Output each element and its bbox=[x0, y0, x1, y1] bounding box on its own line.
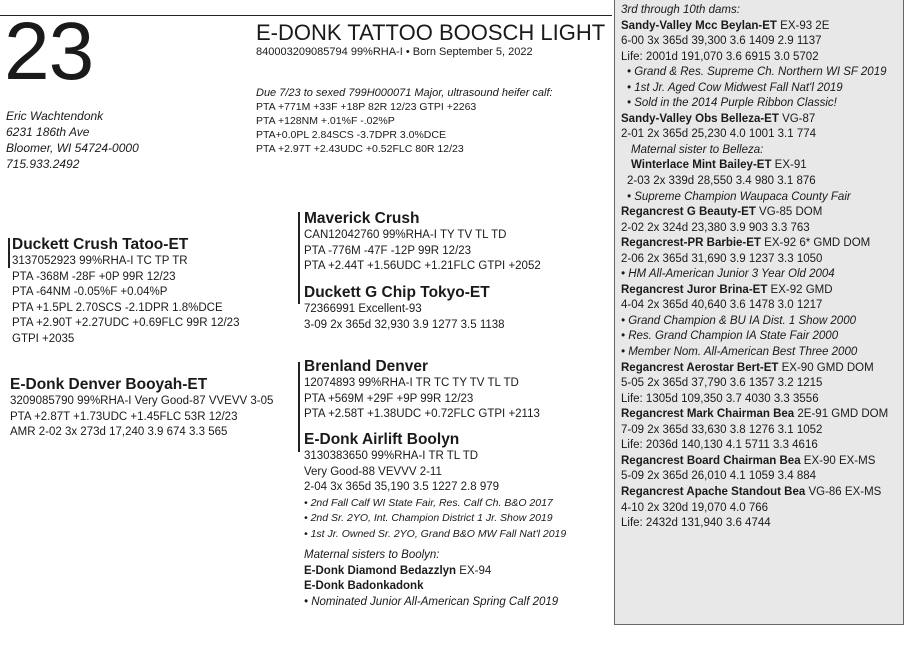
dam-record: Life: 2001d 191,070 3.6 6915 3.0 5702 bbox=[621, 50, 819, 63]
dam-entry-score: VG-85 DOM bbox=[755, 206, 823, 219]
animal-header bbox=[256, 20, 605, 59]
dam-dam-honor: • 2nd Fall Calf WI State Fair, Res. Calf Ch. B&O 2017 bbox=[304, 496, 553, 509]
dam-sire-block bbox=[304, 358, 540, 423]
sire-line: PTA -368M -28F +0P 99R 12/23 bbox=[12, 270, 176, 283]
due-line: PTA +771M +33F +18P 82R 12/23 GTPI +2263 bbox=[256, 101, 477, 113]
dam-entry-score: EX-93 2E bbox=[776, 19, 830, 32]
sister-honor: • Nominated Junior All-American Spring Calf 2019 bbox=[304, 595, 559, 608]
due-line: PTA+0.0PL 2.84SCS -3.7DPR 3.0%DCE bbox=[256, 129, 446, 141]
dam-record: 7-09 2x 365d 33,630 3.8 1276 3.1 1052 bbox=[621, 423, 823, 436]
dam-block bbox=[10, 376, 273, 441]
animal-name: E-DONK TATTOO BOOSCH LIGHT bbox=[256, 20, 606, 45]
dam-record: 2-01 2x 365d 25,230 4.0 1001 3.1 774 bbox=[621, 128, 817, 141]
dam-dam-name: E-Donk Airlift Boolyn bbox=[304, 431, 460, 448]
dam-record: 4-04 2x 365d 40,640 3.6 1478 3.0 1217 bbox=[621, 299, 823, 312]
dam-entry-score: EX-92 6* GMD DOM bbox=[760, 237, 871, 250]
sire-sire-line: PTA +2.44T +1.56UDC +1.21FLC GTPI +2052 bbox=[304, 260, 541, 272]
sire-sire-name: Maverick Crush bbox=[304, 210, 420, 227]
dam-entry-score: VG-86 EX-MS bbox=[805, 485, 882, 498]
dam-entry-name: Regancrest Mark Chairman Bea bbox=[621, 408, 795, 421]
dam-honor: • Sold in the 2014 Purple Ribbon Classic! bbox=[627, 97, 837, 110]
consignor-city: Bloomer, WI 54724-0000 bbox=[6, 141, 139, 155]
sire-line: 3137052923 99%RHA-I TC TP TR bbox=[12, 255, 188, 267]
dam-sire-line: PTA +569M +29F +9P 99R 12/23 bbox=[304, 392, 474, 405]
dam-entry-name: Regancrest G Beauty-ET bbox=[621, 206, 756, 219]
sire-line: PTA -64NM -0.05%F +0.04%P bbox=[12, 286, 168, 298]
dam-record: 2-02 2x 324d 23,380 3.9 903 3.3 763 bbox=[621, 221, 810, 234]
dam-entry-name: Regancrest Apache Standout Bea bbox=[621, 485, 806, 498]
dam-entry-score: EX-92 GMD bbox=[767, 283, 833, 296]
dam-record: Life: 2432d 131,940 3.6 4744 bbox=[621, 517, 771, 530]
dam-honor: • Member Nom. All-American Best Three 2000 bbox=[621, 346, 858, 359]
dam-record: 4-10 2x 320d 19,070 4.0 766 bbox=[621, 501, 769, 514]
dam-dam-line: Very Good-88 VEVVV 2-11 bbox=[304, 465, 442, 478]
dam-record: 2-03 2x 339d 28,550 3.4 980 3.1 876 bbox=[627, 175, 816, 188]
sister-score: EX-94 bbox=[456, 564, 492, 577]
dam-honor: • Res. Grand Champion IA State Fair 2000 bbox=[621, 330, 839, 343]
dam-entry-name: Regancrest Juror Brina-ET bbox=[621, 283, 768, 296]
consignor-info bbox=[6, 108, 139, 172]
due-line: PTA +2.97T +2.43UDC +0.52FLC 80R 12/23 bbox=[256, 143, 464, 155]
dam-honor: • 1st Jr. Aged Cow Midwest Fall Nat'l 2019 bbox=[627, 81, 843, 94]
dam-sire-name: Brenland Denver bbox=[304, 358, 429, 375]
dam-line: PTA +2.87T +1.73UDC +1.45FLC 53R 12/23 bbox=[10, 410, 238, 423]
dam-record: 5-09 2x 365d 26,010 4.1 1059 3.4 884 bbox=[621, 470, 817, 483]
dam-entry-score: EX-90 EX-MS bbox=[800, 454, 876, 467]
dam-record: Life: 1305d 109,350 3.7 4030 3.3 3556 bbox=[621, 392, 819, 405]
dam-dam-line: 2-04 3x 365d 35,190 3.5 1227 2.8 979 bbox=[304, 481, 500, 493]
dam-entry-name: Regancrest-PR Barbie-ET bbox=[621, 237, 761, 250]
sire-line: PTA +2.90T +2.27UDC +0.69FLC 99R 12/23 bbox=[12, 317, 240, 329]
sire-name: Duckett Crush Tatoo-ET bbox=[12, 236, 189, 253]
dam-entry-name: Sandy-Valley Obs Belleza-ET bbox=[621, 112, 779, 125]
dam-record: 5-05 2x 365d 37,790 3.6 1357 3.2 1215 bbox=[621, 377, 823, 390]
consignor-phone: 715.933.2492 bbox=[6, 157, 80, 171]
sire-sire-line: PTA -776M -47F -12P 99R 12/23 bbox=[304, 244, 472, 257]
sidebar-heading: 3rd through 10th dams: bbox=[621, 4, 740, 16]
sire-dam-line: 3-09 2x 365d 32,930 3.9 1277 3.5 1138 bbox=[304, 318, 505, 331]
dam-entry-name: Winterlace Mint Bailey-ET bbox=[631, 159, 772, 172]
sister-name: E-Donk Diamond Bedazzlyn bbox=[304, 564, 457, 577]
dam-record: Life: 2036d 140,130 4.1 5711 3.3 4616 bbox=[621, 439, 818, 452]
dam-entry-name: Regancrest Aerostar Bert-ET bbox=[621, 361, 779, 374]
lot-number: 23 bbox=[4, 6, 94, 97]
due-line: PTA +128NM +.01%F -.02%P bbox=[256, 115, 395, 127]
dam-dam-line: 3130383650 99%RHA-I TR TL TD bbox=[304, 450, 479, 462]
dam-dam-block bbox=[304, 431, 566, 610]
dam-sire-line: PTA +2.58T +1.38UDC +0.72FLC GTPI +2113 bbox=[304, 408, 540, 420]
dam-entry-name: Sandy-Valley Mcc Beylan-ET bbox=[621, 19, 777, 32]
dam-honor: • Grand Champion & BU IA Dist. 1 Show 2000 bbox=[621, 314, 856, 327]
dam-record: 2-06 2x 365d 31,690 3.9 1237 3.3 1050 bbox=[621, 252, 823, 265]
sire-dam-block bbox=[304, 284, 505, 333]
dam-name: E-Donk Denver Booyah-ET bbox=[10, 376, 208, 393]
dam-entry-score: VG-87 bbox=[778, 112, 816, 125]
sire-sire-line: CAN12042760 99%RHA-I TY TV TL TD bbox=[304, 229, 507, 241]
sire-line: PTA +1.5PL 2.70SCS -2.1DPR 1.8%DCE bbox=[12, 301, 223, 314]
dam-entry-score: EX-90 GMD DOM bbox=[778, 361, 874, 374]
due-note: Due 7/23 to sexed 799H000071 Major, ultrasound heifer calf: bbox=[256, 87, 553, 99]
dam-honor: • HM All-American Junior 3 Year Old 2004 bbox=[621, 268, 835, 281]
maternal-sisters-heading: Maternal sisters to Boolyn: bbox=[304, 549, 440, 561]
sire-dam-name: Duckett G Chip Tokyo-ET bbox=[304, 284, 490, 301]
dam-dam-honor: • 2nd Sr. 2YO, Int. Champion District 1 Jr. Show 2019 bbox=[304, 512, 553, 524]
dam-sire-line: 12074893 99%RHA-I TR TC TY TV TL TD bbox=[304, 377, 519, 389]
dam-entry-score: EX-91 bbox=[771, 159, 807, 172]
extended-dams-sidebar bbox=[614, 0, 904, 625]
dam-honor: • Grand & Res. Supreme Ch. Northern WI SF 2019 bbox=[627, 66, 887, 79]
sire-line: GTPI +2035 bbox=[12, 332, 75, 345]
maternal-sister-note: Maternal sister to Belleza: bbox=[631, 143, 764, 156]
sire-sire-block bbox=[304, 210, 541, 275]
dam-entry-name: Regancrest Board Chairman Bea bbox=[621, 454, 801, 467]
due-info bbox=[256, 86, 553, 156]
dam-entry-score: 2E-91 GMD DOM bbox=[794, 408, 889, 421]
animal-registration: 840003209085794 99%RHA-I • Born September 5, 2022 bbox=[256, 46, 533, 58]
dam-honor: • Supreme Champion Waupaca County Fair bbox=[627, 190, 851, 203]
dam-line: AMR 2-02 3x 273d 17,240 3.9 674 3.3 565 bbox=[10, 426, 228, 438]
dam-dam-honor: • 1st Jr. Owned Sr. 2YO, Grand B&O MW Fall Nat'l 2019 bbox=[304, 527, 567, 540]
dam-line: 3209085790 99%RHA-I Very Good-87 VVEVV 3-05 bbox=[10, 395, 274, 407]
sire-dam-line: 72366991 Excellent-93 bbox=[304, 303, 422, 315]
sister-name: E-Donk Badonkadonk bbox=[304, 580, 424, 592]
consignor-name: Eric Wachtendonk bbox=[6, 109, 104, 123]
sire-block bbox=[12, 236, 239, 347]
dam-record: 6-00 3x 365d 39,300 3.6 1409 2.9 1137 bbox=[621, 35, 822, 48]
consignor-street: 6231 186th Ave bbox=[6, 125, 90, 139]
